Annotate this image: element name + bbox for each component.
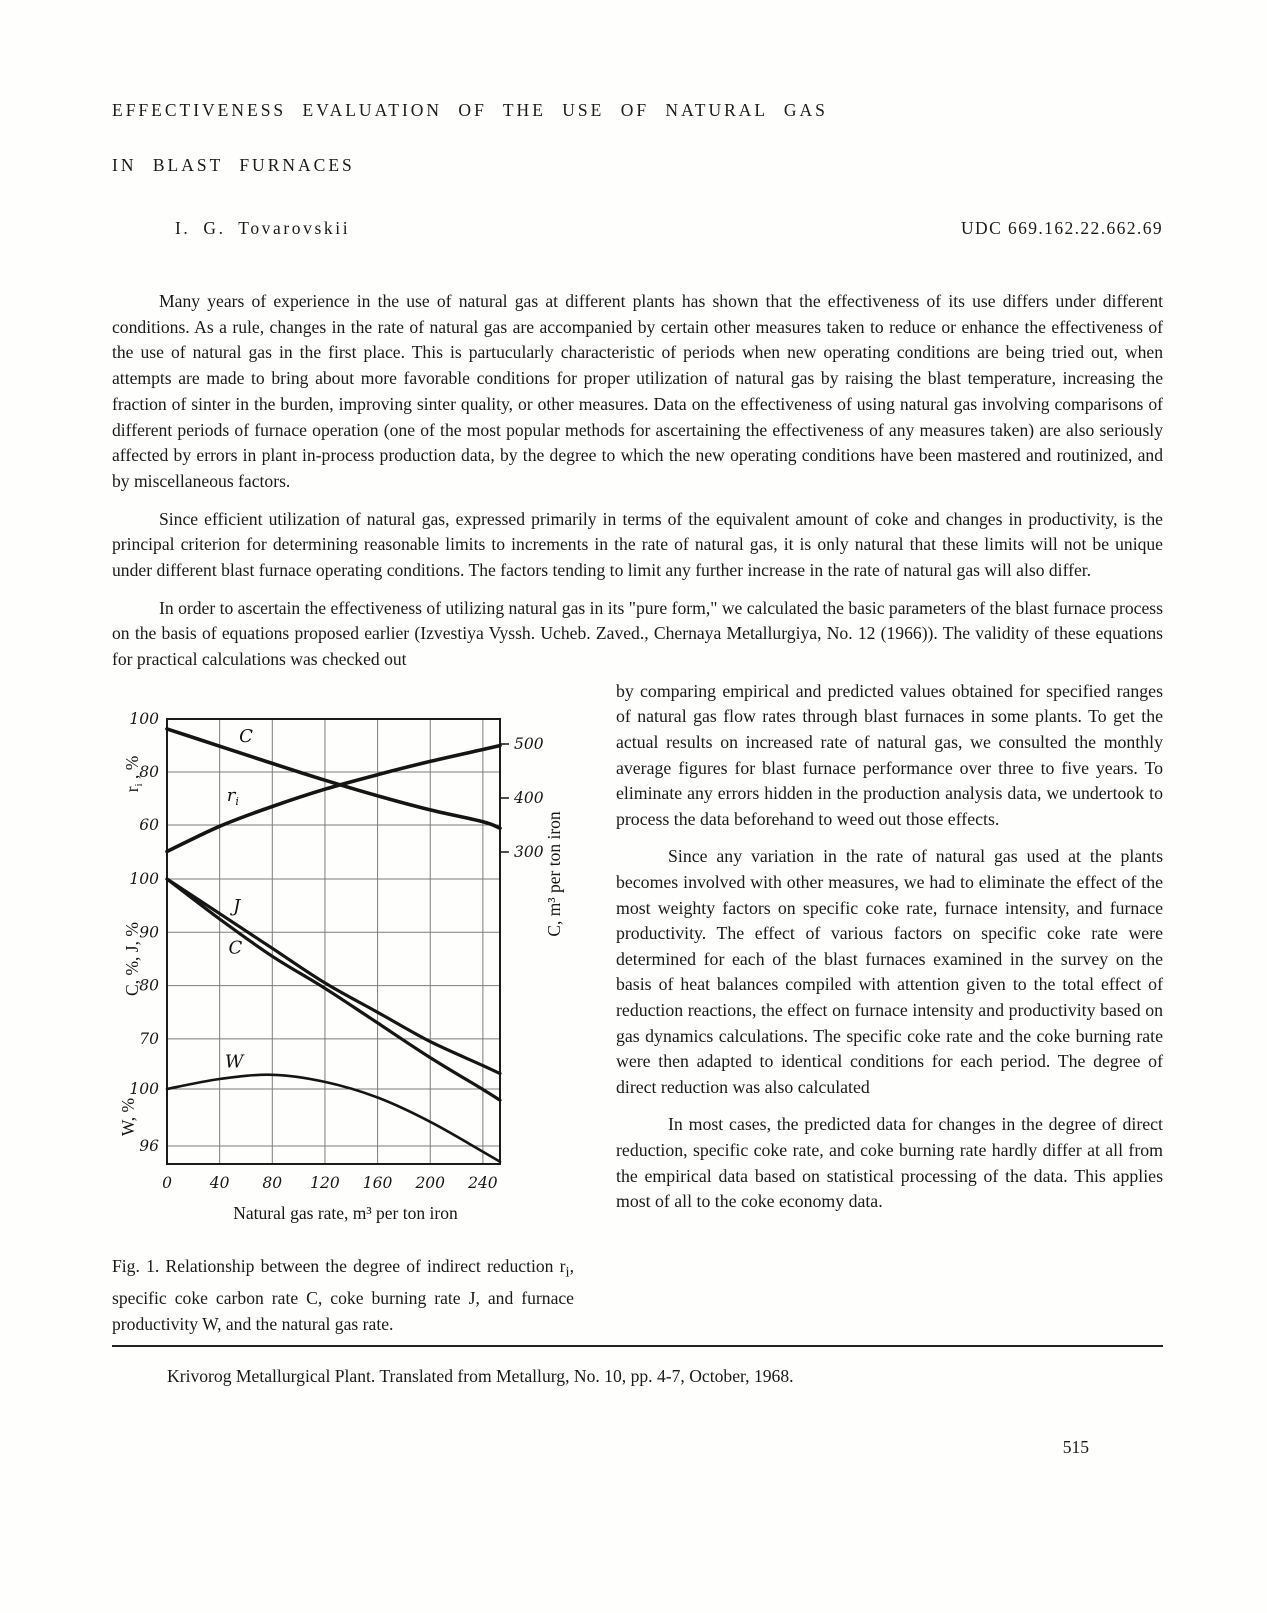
svg-text:60: 60 xyxy=(139,815,159,834)
two-column-section xyxy=(112,679,1163,1338)
svg-text:96: 96 xyxy=(139,1136,159,1155)
caption-text-pre: Fig. 1. Relationship between the degree of indirect reduction r xyxy=(112,1255,566,1276)
svg-text:120: 120 xyxy=(310,1173,340,1192)
svg-text:70: 70 xyxy=(139,1029,159,1048)
svg-text:0: 0 xyxy=(162,1173,172,1192)
svg-text:500: 500 xyxy=(514,734,544,753)
paper-body xyxy=(112,289,1163,1337)
udc-number: UDC 669.162.22.662.69 xyxy=(961,218,1163,238)
paper-header xyxy=(112,100,1163,239)
svg-text:ri , %: $r_i$ , % xyxy=(122,755,145,793)
caption-text-post: , specific coke carbon rate C, coke burning rate J, and furnace productivity W, and the natural gas rate. xyxy=(112,1255,574,1335)
svg-text:J: J xyxy=(233,895,241,917)
svg-text:80: 80 xyxy=(139,762,159,781)
svg-text:C, %, J, %: C, %, J, % xyxy=(122,921,142,996)
svg-text:200: 200 xyxy=(415,1173,446,1192)
svg-text:Natural gas rate, m³ per ton i: Natural gas rate, m³ per ton iron xyxy=(233,1202,458,1223)
byline xyxy=(112,218,1163,239)
svg-text:C, m³ per ton iron: C, m³ per ton iron xyxy=(544,811,564,937)
right-text-column xyxy=(616,679,1163,1338)
figure-1 xyxy=(112,679,590,1338)
footnote-rule xyxy=(112,1345,1163,1347)
figure-column xyxy=(112,679,590,1338)
figure-1-caption xyxy=(112,1253,590,1338)
paragraph-3-continuation: by comparing empirical and predicted values obtained for specified ranges of natural gas flow rates through blast furnaces in some plants. To get the actual results on increased rate of natural gas, we consulted the monthly average figures for blast furnace performance over three to five years. To eliminate any errors hidden in the production analysis data, we undertook to process the data beforehand to weed out those effects. xyxy=(616,680,1163,829)
caption-subscript: i xyxy=(565,1264,570,1281)
svg-text:240: 240 xyxy=(468,1173,498,1192)
page-number: 515 xyxy=(1062,1437,1089,1458)
svg-text:160: 160 xyxy=(362,1173,393,1192)
paragraph-5: In most cases, the predicted data for changes in the degree of direct reduction, specific coke rate, and coke burning rate hardly differ at all from the empirical data based on statistical processing of the data. This applies most of all to the coke economy data. xyxy=(616,1114,1163,1212)
paper-footer xyxy=(112,1345,1163,1458)
svg-text:C: C xyxy=(228,937,243,959)
footnote-text: Krivorog Metallurgical Plant. Translated from Metallurg, No. 10, pp. 4-7, October, 1968. xyxy=(167,1366,794,1387)
svg-text:100: 100 xyxy=(129,869,159,888)
paper-title-line-2: IN BLAST FURNACES xyxy=(112,155,355,175)
svg-text:400: 400 xyxy=(514,788,544,807)
fig1-chart xyxy=(112,679,572,1239)
svg-text:80: 80 xyxy=(139,976,159,995)
author-name: I. G. Tovarovskii xyxy=(175,218,351,238)
paragraph-3: In order to ascertain the effectiveness of utilizing natural gas in its "pure form," we calculated the basic parameters of the blast furnace process on the basis of equations proposed earlier (Izvestiya Vyssh. Ucheb. Zaved., Chernaya Metallurgiya, No. 12 (1966)). The validity of these equations for practical calculations was checked out xyxy=(112,597,1163,670)
svg-text:80: 80 xyxy=(262,1173,283,1192)
svg-text:100: 100 xyxy=(129,709,159,728)
svg-text:90: 90 xyxy=(139,923,159,942)
svg-text:ri: $r_i$ xyxy=(226,784,239,808)
paper-title-line-1: EFFECTIVENESS EVALUATION OF THE USE OF NATURAL GAS xyxy=(112,100,828,120)
paragraph-1: Many years of experience in the use of natural gas at different plants has shown that the effectiveness of its use differs under different conditions. As a rule, changes in the rate of natural gas are accompanied by certain other measures taken to reduce or enhance the effectiveness of the use of natural gas in the first place. This is partucularly characteristic of periods when new operating conditions are being tried out, when attempts are made to bring about more favorable conditions for proper utilization of natural gas by raising the blast temperature, increasing the fraction of sinter in the burden, improving sinter quality, or other measures. Data on the effectiveness of using natural gas involving comparisons of different periods of furnace operation (one of the most popular methods for ascertaining the effectiveness of any measures taken) are also seriously affected by errors in plant in-process production data, by the degree to which the new operating conditions have been mastered and routinized, and by miscellaneous factors. xyxy=(112,291,1163,491)
svg-text:W, %: W, % xyxy=(118,1097,138,1136)
svg-text:W: W xyxy=(224,1051,244,1073)
paragraph-2: Since efficient utilization of natural gas, expressed primarily in terms of the equivalent amount of coke and changes in productivity, is the principal criterion for determining reasonable limits to increments in the rate of natural gas, it is only natural that these limits will not be unique under different blast furnace operating conditions. The factors tending to limit any further increase in the rate of natural gas will also differ. xyxy=(112,508,1163,581)
svg-text:100: 100 xyxy=(129,1079,159,1098)
fig1-svg xyxy=(112,679,572,1239)
svg-text:C: C xyxy=(239,725,253,747)
paragraph-4: Since any variation in the rate of natural gas used at the plants becomes involved with other measures, we had to eliminate the effect of the most weighty factors on specific coke rate, furnace intensity, and furnace productivity. The effect of various factors on specific coke rate were determined for each of the blast furnaces examined in the survey on the basis of heat balances compiled with attention given to the total effect of reduction reactions, the effect on furnace intensity and productivity based on gas dynamics calculations. The specific coke rate and the coke burning rate were then adapted to identical conditions for each period. The degree of direct reduction was also calculated xyxy=(616,846,1163,1097)
svg-text:40: 40 xyxy=(209,1173,230,1192)
svg-text:300: 300 xyxy=(514,842,544,861)
